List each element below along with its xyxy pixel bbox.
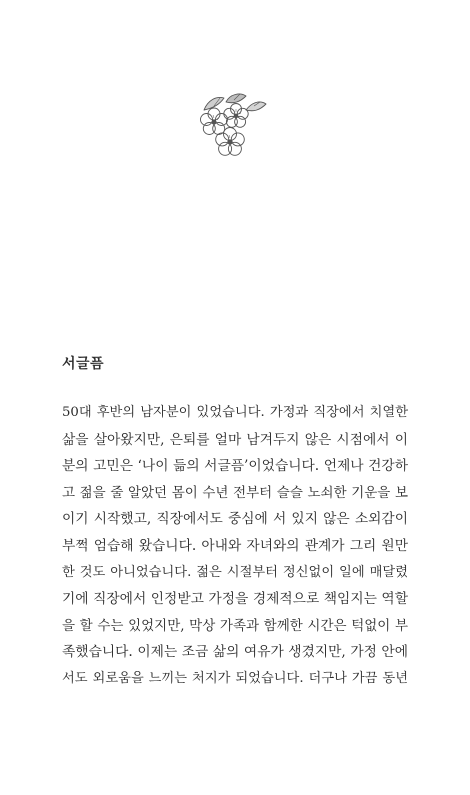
body-line: 을 할 수는 있었지만, 막상 가족과 함께한 시간은 턱없이 부: [62, 617, 408, 634]
body-line: 기에 직장에서 인정받고 가정을 경제적으로 책임지는 역할: [62, 591, 408, 608]
body-line: 분의 고민은 ‘나이 듦의 서글픔’이었습니다. 언제나 건강하: [62, 458, 408, 475]
body-line: 고 젊을 줄 알았던 몸이 수년 전부터 슬슬 노쇠한 기운을 보: [62, 484, 408, 501]
body-line: 삶을 살아왔지만, 은퇴를 얼마 남겨두지 않은 시점에서 이: [62, 431, 408, 448]
body-line: 부쩍 엄습해 왔습니다. 아내와 자녀와의 관계가 그리 원만: [62, 537, 408, 554]
body-line: 한 것도 아니었습니다. 젊은 시절부터 정신없이 일에 매달렸: [62, 564, 408, 580]
body-line: 이기 시작했고, 직장에서도 중심에 서 있지 않은 소외감이: [62, 511, 408, 528]
body-line: 서도 외로움을 느끼는 처지가 되었습니다. 더구나 가끔 동년: [62, 670, 408, 686]
body-line: 족했습니다. 이제는 조금 삶의 여유가 생겼지만, 가정 안에: [62, 644, 408, 661]
flower-ornament-icon: [190, 92, 270, 162]
body-paragraph: [62, 400, 408, 693]
body-line: 50대 후반의 남자분이 있었습니다. 가정과 직장에서 치열한: [62, 405, 408, 420]
section-title: 서글픔: [62, 356, 105, 372]
